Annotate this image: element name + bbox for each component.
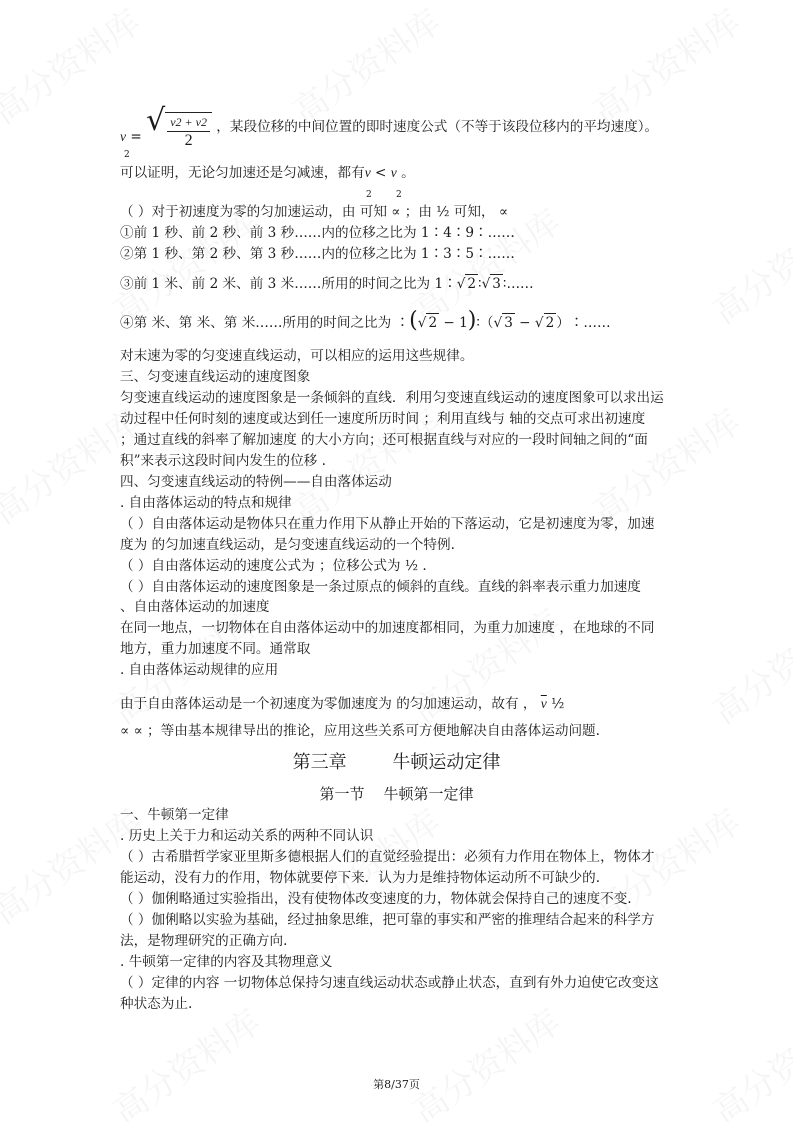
formula-fraction: [165, 112, 212, 150]
formula-denominator: 2: [184, 132, 193, 149]
sqrt-3: 3: [504, 315, 513, 331]
text-line: ；通过直线的斜率了解加速度 的大小方向；还可根据直线与对应的一段时间轴之间的“面: [120, 432, 648, 448]
text-line: . 牛顿第一定律的内容及其物理意义: [120, 954, 333, 970]
section-heading: 三、匀变速直线运动的速度图象: [120, 369, 311, 385]
v-bar: $\overline{v}$: [540, 696, 547, 711]
line4-end: ）∶……: [556, 315, 611, 331]
formula-lhs: v: [120, 128, 127, 144]
text-line: 能运动，没有力的作用，物体就要停下来．认为力是维持物体运动所不可缺少的.: [120, 870, 601, 886]
v-mid-time: v: [364, 165, 371, 180]
watermark-text: [701, 196, 793, 334]
proof-text: 可以证明，无论匀加速还是匀减速，都有: [120, 165, 365, 181]
sqrt-2: 2: [467, 276, 477, 292]
sep: ∶（: [476, 315, 494, 331]
text-line: ②第 1 秒、第 2 秒、第 3 秒……内的位移之比为 1∶3∶5∶……: [120, 246, 515, 262]
section-heading: 一、牛顿第一定律: [120, 807, 229, 823]
text-line: 动过程中任何时刻的速度或达到任一速度所历时间 ；利用直线与 轴的交点可求出初速度: [120, 411, 646, 427]
less-than: <: [370, 165, 391, 181]
text-line: 积”来表示这段时间内发生的位移 .: [120, 453, 326, 469]
watermark-text: [401, 996, 568, 1122]
formula-numerator: v2 + v2: [167, 113, 210, 132]
proof-end: 。: [396, 165, 415, 181]
text-line: ①前 1 秒、前 2 秒、前 3 秒……内的位移之比为 1∶4∶9∶……: [120, 225, 515, 241]
formula-lhs-sub: 2: [124, 150, 130, 160]
v-mid-position: v: [390, 165, 397, 180]
line3-text: ③前 1 米、前 2 米、前 3 米……所用的时间之比为 1∶: [120, 276, 457, 292]
sub2: 2: [396, 190, 402, 200]
sqrt-2b: 2: [545, 315, 555, 331]
text-line: （ ）伽俐略以实验为基础，经过抽象思维，把可靠的事实和严密的推理结合起来的科学方: [120, 912, 655, 928]
text-line: （ ）自由落体运动的速度图象是一条过原点的倾斜的直线。直线的斜率表示重力加速度: [120, 579, 641, 595]
watermark-text: [701, 996, 793, 1122]
formula-description: ，某段位移的中间位置的即时速度公式（不等于该段位移内的平均速度）。: [216, 118, 659, 135]
text-line: 地方，重力加速度不同。通常取: [120, 641, 311, 657]
text-line: 法，是物理研究的正确方向.: [120, 933, 288, 949]
text-line: （ ）自由落体运动是物体只在重力作用下从静止开始的下落运动，它是初速度为零，加速: [120, 516, 655, 532]
text-line: 匀变速直线运动的速度图象是一条倾斜的直线．利用匀变速直线运动的速度图象可以求出运: [120, 390, 664, 406]
text-line: 在同一地点，一切物体在自由落体运动中的加速度都相同，为重力加速度 ，在地球的不同: [120, 620, 655, 636]
text-line: （ ）定律的内容 一切物体总保持匀速直线运动状态或静止状态，直到有外力迫使它改变这: [120, 975, 659, 991]
text-line-4: ④第 米、第 米、第 米……所用的时间之比为 ∶(√ 2 − 1)∶（√ 3 − √ 2 ）∶……: [120, 308, 611, 333]
text-line: （ ）自由落体运动的速度公式为 ；位移公式为 ½ .: [120, 558, 427, 574]
midpoint-velocity-formula: v 2 = √ $\frac{v2 + v2}{2}$ ，某段位移的中间位置的即时速度公式（不等于该段位移内的平均速度）。: [120, 112, 658, 156]
text-line: 种状态为止.: [120, 996, 193, 1012]
proof-line: [120, 164, 415, 200]
page-number: 第8/37页: [373, 1078, 420, 1091]
application-line-2: ∝ ∝ ；等由基本规律导出的推论，应用这些关系可方便地解决自由落体运动问题.: [120, 723, 600, 739]
sqrt-2: 2: [428, 315, 438, 331]
text-line: . 自由落体运动规律的应用: [120, 662, 279, 678]
application-line-1: [120, 695, 564, 713]
text-line: . 自由落体运动的特点和规律: [120, 495, 292, 511]
section-title: 第一节 牛顿第一定律: [319, 785, 474, 803]
app-text: 由于自由落体运动是一个初速度为零伽速度为 的匀加速运动，故有 ，: [120, 696, 537, 712]
text-line: . 历史上关于力和运动关系的两种不同认识: [120, 828, 374, 844]
minus: −: [514, 315, 535, 331]
text-line: （ ）对于初速度为零的匀加速运动，由 可知 ∝ ；由 ½ 可知， ∝: [120, 204, 509, 220]
line3-end: ∶……: [502, 276, 534, 292]
text-line: 度为 的匀加速直线运动，是匀变速直线运动的一个特例.: [120, 537, 455, 553]
minus-one: − 1: [439, 315, 468, 331]
sqrt-3: 3: [492, 276, 501, 292]
sep: ∶: [478, 276, 482, 292]
watermark-text: [701, 596, 793, 734]
paren-close: ): [467, 308, 477, 333]
line4-text: ④第 米、第 米、第 米……所用的时间之比为 ∶: [120, 315, 410, 331]
text-line: （ ）伽俐略通过实验指出，没有使物体改变速度的力，物体就会保持自己的速度不变.: [120, 891, 632, 907]
text-line: （ ）古希腊哲学家亚里斯多德根据人们的直觉经验提出：必须有力作用在物体上，物体才: [120, 849, 655, 865]
section-heading: 四、匀变速直线运动的特例——自由落体运动: [120, 474, 392, 490]
text-line-3: ③前 1 米、前 2 米、前 3 米……所用的时间之比为 1∶√ 2 ∶√ 3 ∶……: [120, 276, 534, 292]
watermark-text: [101, 996, 268, 1122]
text-line: 、自由落体运动的加速度: [120, 599, 270, 615]
paren-open: (: [409, 308, 418, 333]
text-line: 对末速为零的匀变速直线运动，可以相应的运用这些规律。: [120, 348, 474, 364]
sub1: 2: [366, 190, 372, 200]
half: ½: [546, 696, 565, 712]
chapter-title: 第三章 牛顿运动定律: [292, 752, 501, 773]
